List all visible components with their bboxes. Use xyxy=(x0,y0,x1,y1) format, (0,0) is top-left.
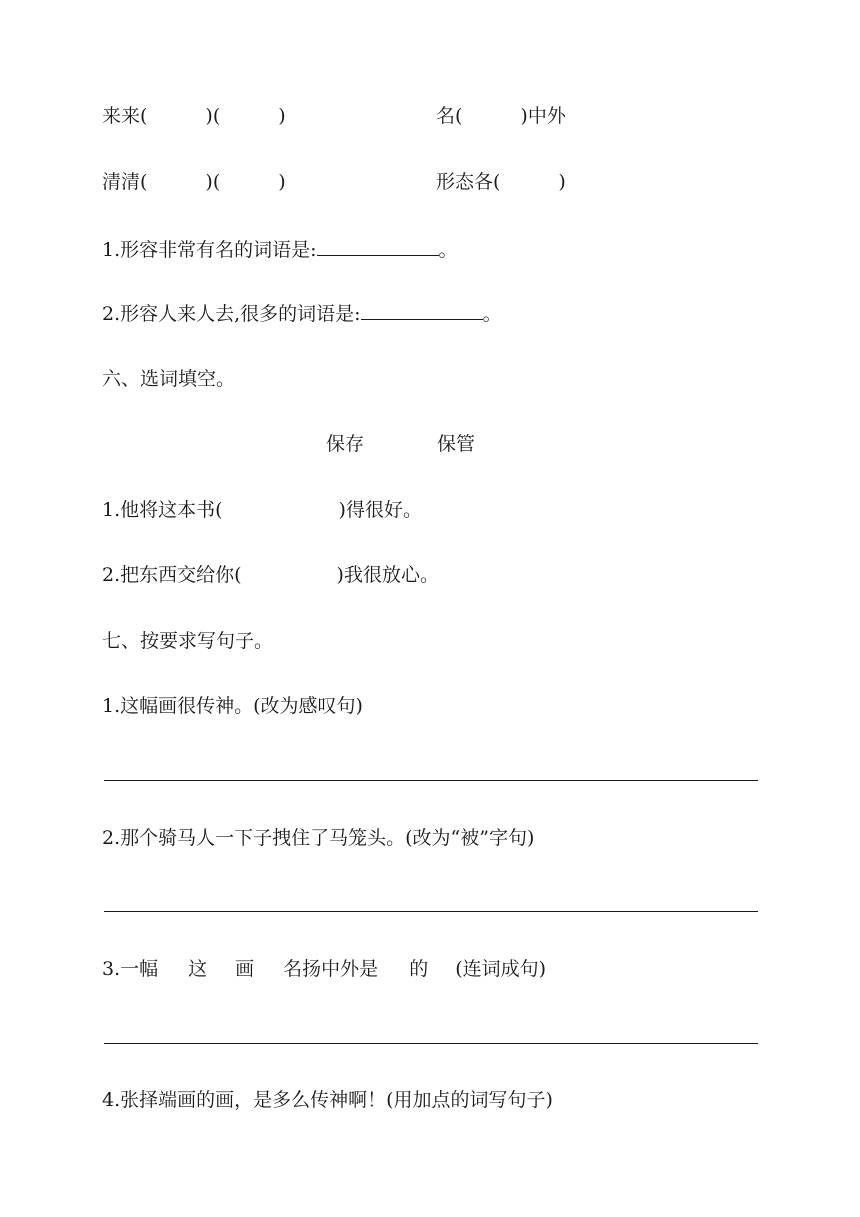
section6-title: 六、选词填空。 xyxy=(102,368,236,390)
section6-item-2 xyxy=(102,563,439,587)
laila-part3: ) xyxy=(278,105,286,127)
section6-item-2-before: 2.把东西交给你( xyxy=(102,564,242,586)
item3-word-hua: 画 xyxy=(235,958,255,980)
item3-word-mingyang: 名扬中外是 xyxy=(283,958,379,980)
q5-item-2 xyxy=(102,301,502,326)
word-choice-1: 保存 xyxy=(326,433,365,455)
laila-part2: )( xyxy=(205,105,221,127)
item3-word-de: 的 xyxy=(409,958,429,980)
item3-num: 3.一幅 xyxy=(102,958,159,980)
laila-part1: 来来( xyxy=(102,105,148,127)
q5-item-1-text: 1.形容非常有名的词语是: xyxy=(102,239,317,261)
q5-item-1 xyxy=(102,237,458,262)
word-choice-2: 保管 xyxy=(437,433,476,455)
xingtaige-row xyxy=(436,170,566,194)
laila-row xyxy=(102,104,286,128)
answer-line-1[interactable] xyxy=(104,780,758,781)
qingqing-row xyxy=(102,170,286,194)
qingqing-part2: )( xyxy=(205,171,221,193)
item3-hint: (连词成句) xyxy=(455,958,547,980)
section7-item-3 xyxy=(102,957,546,981)
ming-part1: 名( xyxy=(436,105,463,127)
qingqing-part1: 清清( xyxy=(102,171,148,193)
section7-item-4: 4.张择端画的画，是多么传神啊！(用加点的词写句子) xyxy=(102,1089,553,1111)
q5-item-2-end: 。 xyxy=(482,303,502,325)
q5-item-2-text: 2.形容人来人去,很多的词语是: xyxy=(102,303,361,325)
section6-item-1-before: 1.他将这本书( xyxy=(102,499,223,521)
section7-item-2: 2.那个骑马人一下子拽住了马笼头。(改为“被”字句) xyxy=(102,827,535,849)
section6-item-2-after: )我很放心。 xyxy=(336,564,439,586)
q5-item-2-answer-line[interactable] xyxy=(361,301,483,320)
q5-item-1-answer-line[interactable] xyxy=(317,237,439,256)
section7-item-1: 1.这幅画很传神。(改为感叹句) xyxy=(102,695,363,717)
section6-item-1 xyxy=(102,498,422,522)
section7-title: 七、按要求写句子。 xyxy=(102,630,274,652)
mingzhongwai-row xyxy=(436,104,566,128)
ming-part2: )中外 xyxy=(520,105,566,127)
q5-item-1-end: 。 xyxy=(438,239,458,261)
xingtaige-part1: 形态各( xyxy=(436,171,501,193)
section6-item-1-after: )得很好。 xyxy=(338,499,422,521)
qingqing-part3: ) xyxy=(278,171,286,193)
answer-line-2[interactable] xyxy=(104,911,758,912)
xingtaige-part2: ) xyxy=(558,171,566,193)
item3-word-zhe: 这 xyxy=(188,958,208,980)
answer-line-3[interactable] xyxy=(104,1043,758,1044)
